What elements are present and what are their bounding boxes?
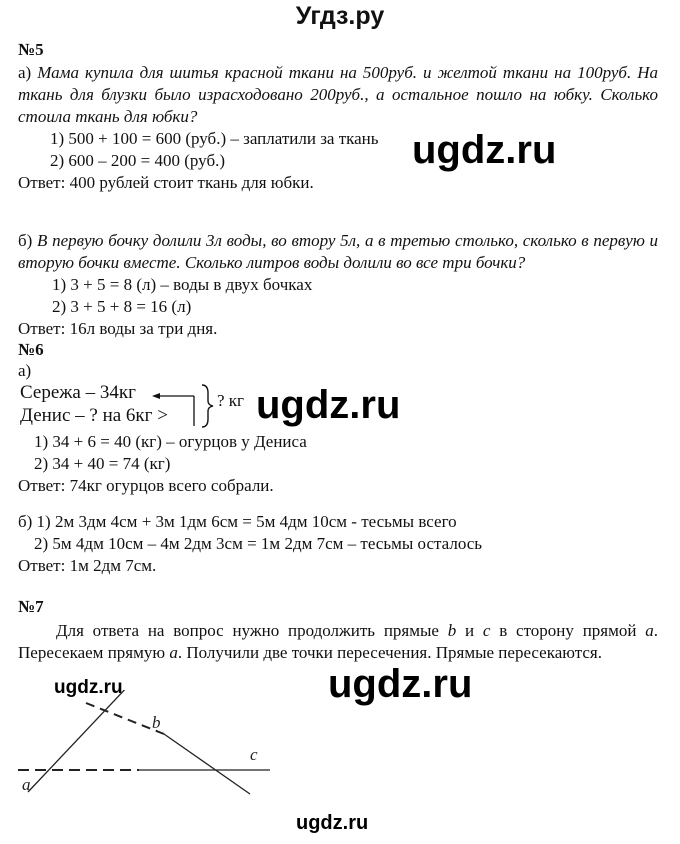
task-5a-text: Мама купила для шитья красной ткани на 500руб. и желтой ткани на 100руб. На ткань для блузки было израсходовано 200руб., а остальное пошло на юбку. Сколько стоила ткань для юбки? xyxy=(18,63,659,126)
task-5-number: №5 xyxy=(18,40,44,59)
task-7-number: №7 xyxy=(18,597,44,616)
task-7-text-part: в сторону прямой xyxy=(490,621,646,640)
label-c: c xyxy=(250,745,258,764)
task-6b-step-2: 2) 5м 4дм 10см – 4м 2дм 3см = 1м 2дм 7см – тесьмы осталось xyxy=(34,534,483,553)
var-a: a xyxy=(645,621,654,640)
var-b: b xyxy=(447,621,457,640)
var-a: a xyxy=(169,643,178,662)
task-5a-question xyxy=(18,62,658,128)
watermark-footer: ugdz.ru xyxy=(296,812,369,834)
watermark: ugdz.ru xyxy=(54,677,123,698)
lines-diagram xyxy=(14,690,284,800)
task-6b-step-1: б) 1) 2м 3дм 4см + 3м 1дм 6см = 5м 4дм 10см - тесьмы всего xyxy=(18,512,457,531)
task-7-text xyxy=(18,620,658,664)
task-5b-step-2: 2) 3 + 5 + 8 = 16 (л) xyxy=(52,297,192,316)
task-5b-text: В первую бочку долили 3л воды, во втору 5л, а в третью столько, сколько в первую и вторую бочки вместе. Сколько литров воды долили во все три бочки? xyxy=(18,231,659,272)
label-b: b xyxy=(152,713,161,732)
scheme-total: ? кг xyxy=(217,391,245,410)
task-6b-answer: Ответ: 1м 2дм 7см. xyxy=(18,556,157,575)
task-5a-step-2: 2) 600 – 200 = 400 (руб.) xyxy=(50,151,226,170)
label-a: a xyxy=(22,775,31,794)
task-6-number: №6 xyxy=(18,340,44,359)
watermark: ugdz.ru xyxy=(328,662,473,706)
var-c: c xyxy=(482,621,491,640)
site-title: Угдз.ру xyxy=(295,2,385,30)
task-7-text-part: Для ответа на вопрос нужно продолжить прямые xyxy=(56,621,448,640)
task-6a-step-1: 1) 34 + 6 = 40 (кг) – огурцов у Дениса xyxy=(34,432,307,451)
scheme-line-denis: Денис – ? на 6кг > xyxy=(20,405,168,426)
task-5a-answer: Ответ: 400 рублей стоит ткань для юбки. xyxy=(18,173,314,192)
task-6a-prefix: а) xyxy=(18,361,32,380)
task-5b-prefix: б) xyxy=(18,231,33,250)
task-5b-question xyxy=(18,230,658,274)
task-7-text-part: и xyxy=(456,621,483,640)
task-5a-prefix: а) xyxy=(18,63,32,82)
task-7-text-part: . Получили две точки пересечения. Прямые пересекаются. xyxy=(177,643,602,662)
task-7-text-part: . Пересекаем прямую xyxy=(18,621,658,662)
task-5b-answer: Ответ: 16л воды за три дня. xyxy=(18,319,218,338)
scheme-line-seryozha: Сережа – 34кг xyxy=(20,382,136,403)
task-5a-step-1: 1) 500 + 100 = 600 (руб.) – заплатили за ткань xyxy=(50,129,379,148)
watermark: ugdz.ru xyxy=(412,128,557,172)
task-6a-answer: Ответ: 74кг огурцов всего собрали. xyxy=(18,476,274,495)
watermark: ugdz.ru xyxy=(256,383,401,427)
task-6a-step-2: 2) 34 + 40 = 74 (кг) xyxy=(34,454,171,473)
task-5b-step-1: 1) 3 + 5 = 8 (л) – воды в двух бочках xyxy=(52,275,313,294)
